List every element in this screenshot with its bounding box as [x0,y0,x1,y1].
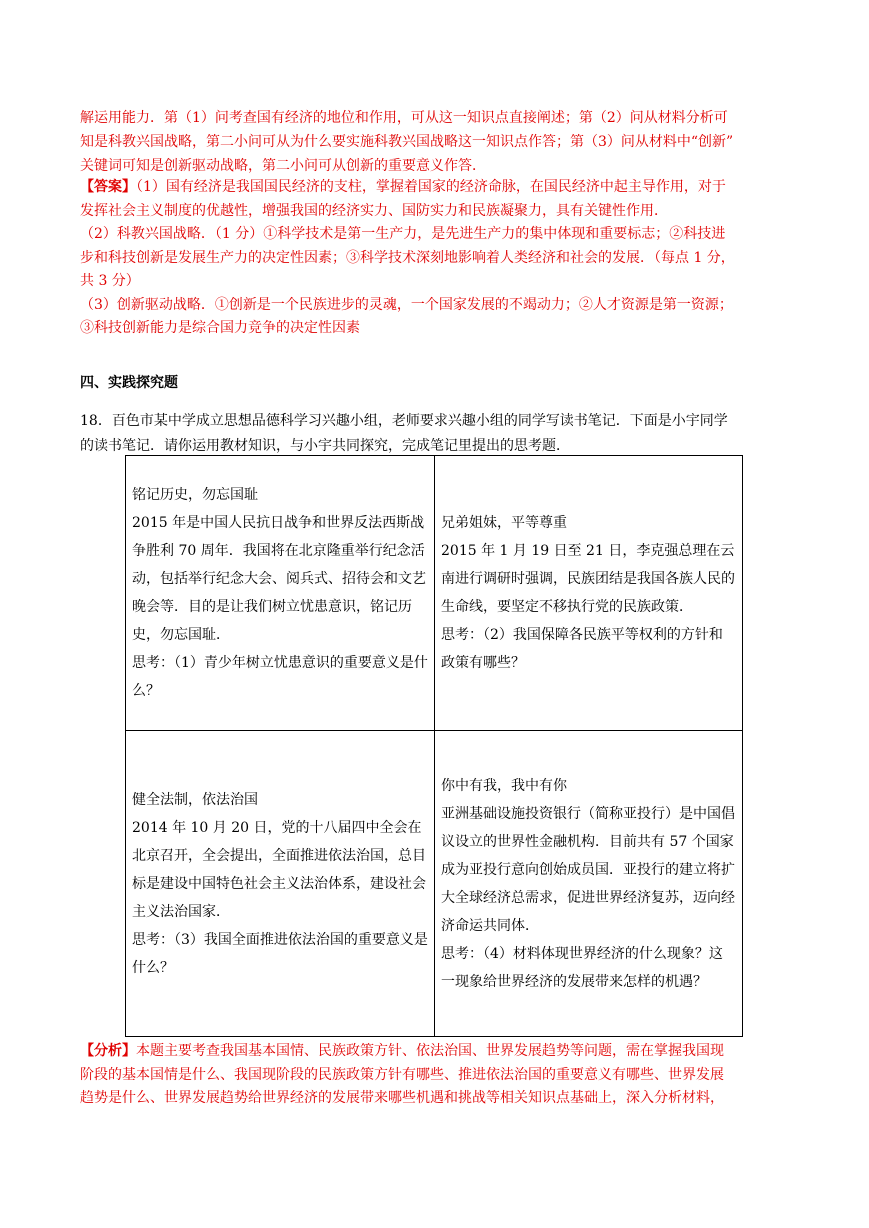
bottom-analysis-line-3: 趋势是什么、世界发展趋势给世界经济的发展带来哪些机遇和挑战等相关知识点基础上，深入分析材料， [80,1090,724,1106]
analysis-line-3: 关键词可知是创新驱动战略，第二小问可从创新的重要意义作答． [80,158,486,174]
answer-line-7: ③科技创新能力是综合国力竞争的决定性因素 [80,320,360,336]
bottom-analysis-line-1 [80,1041,724,1061]
note-title: 兄弟姐妹，平等尊重 [441,515,567,531]
note-body: 亚洲基础设施投资银行（简称亚投行）是中国倡议设立的世界性金融机构．目前共有 57 个国家成为亚投行意向创始成员国．亚投行的建立将扩大全球经济总需求，促进世界经济复苏，迈向经济命运共同体． [441,805,735,934]
answer-line-3: （2）科教兴国战略．（1 分）①科学技术是第一生产力，是先进生产力的集中体现和重要标志；②科技进 [80,226,726,242]
table-row [126,731,743,1037]
note-question: 思考：（3）我国全面推进依法治国的重要意义是什么？ [132,931,428,976]
answer-line-4: 步和科技创新是发展生产力的决定性因素；③科学技术深刻地影响着人类经济和社会的发展．（每点 1 分， [80,250,735,266]
question-line-1: 18．百色市某中学成立思想品德科学习兴趣小组，老师要求兴趣小组的同学写读书笔记．下面是小宇同学 [80,413,728,429]
analysis-label: 【分析】 [80,1043,136,1059]
note-cell-economy [435,731,743,1037]
analysis-line-1: 解运用能力．第（1）问考查国有经济的地位和作用，可从这一知识点直接阐述；第（2）问从材料分析可 [80,110,728,126]
note-body: 2014 年 10 月 20 日，党的十八届四中全会在北京召开，全会提出，全面推进依法治国，总目标是建设中国特色社会主义法治体系，建设社会主义法治国家． [132,819,426,920]
note-question: 思考：（4）材料体现世界经济的什么现象？这一现象给世界经济的发展带来怎样的机遇？ [441,945,723,990]
answer-line-2: 发挥社会主义制度的优越性，增强我国的经济实力、国防实力和民族凝聚力，具有关键性作用． [80,203,668,219]
note-body: 2015 年 1 月 19 日至 21 日，李克强总理在云南进行调研时强调，民族团结是我国各族人民的生命线，要坚定不移执行党的民族政策． [441,543,735,615]
question-line-2: 的读书笔记．请你运用教材知识，与小宇共同探究，完成笔记里提出的思考题． [80,438,570,454]
table-row [126,456,743,731]
reading-notes-table [125,455,743,1037]
answer-label: 【答案】 [80,179,136,195]
note-question: 思考：（2）我国保障各民族平等权利的方针和政策有哪些？ [441,627,723,671]
bottom-analysis-text: 本题主要考查我国基本国情、民族政策方针、依法治国、世界发展趋势等问题，需在掌握我国现 [136,1043,724,1059]
analysis-line-2: 知是科教兴国战略，第二小问可从为什么要实施科教兴国战略这一知识点作答；第（3）问从材料中“创新” [80,134,734,150]
note-question: 思考：（1）青少年树立忧患意识的重要意义是什么？ [132,655,428,699]
note-cell-ethnic [435,456,743,731]
note-title: 铭记历史，勿忘国耻 [132,487,258,503]
section-heading: 四、实践探究题 [80,375,178,391]
answer-line-5: 共 3 分） [80,273,140,289]
answer-line-6: （3）创新驱动战略．①创新是一个民族进步的灵魂，一个国家发展的不竭动力；②人才资源是第一资源； [80,297,733,313]
note-cell-law [126,731,435,1037]
note-cell-history [126,456,435,731]
answer-text: （1）国有经济是我国国民经济的支柱，掌握着国家的经济命脉，在国民经济中起主导作用，对于 [136,179,726,195]
answer-line-1 [80,177,726,197]
note-title: 你中有我，我中有你 [441,777,567,794]
bottom-analysis-line-2: 阶段的基本国情是什么、我国现阶段的民族政策方针有哪些、推进依法治国的重要意义有哪些、世界发展 [80,1067,724,1083]
note-title: 健全法制，依法治国 [132,791,258,808]
note-body: 2015 年是中国人民抗日战争和世界反法西斯战争胜利 70 周年．我国将在北京隆重举行纪念活动，包括举行纪念大会、阅兵式、招待会和文艺晚会等．目的是让我们树立忧患意识，铭记历史，勿忘国耻． [132,515,426,643]
